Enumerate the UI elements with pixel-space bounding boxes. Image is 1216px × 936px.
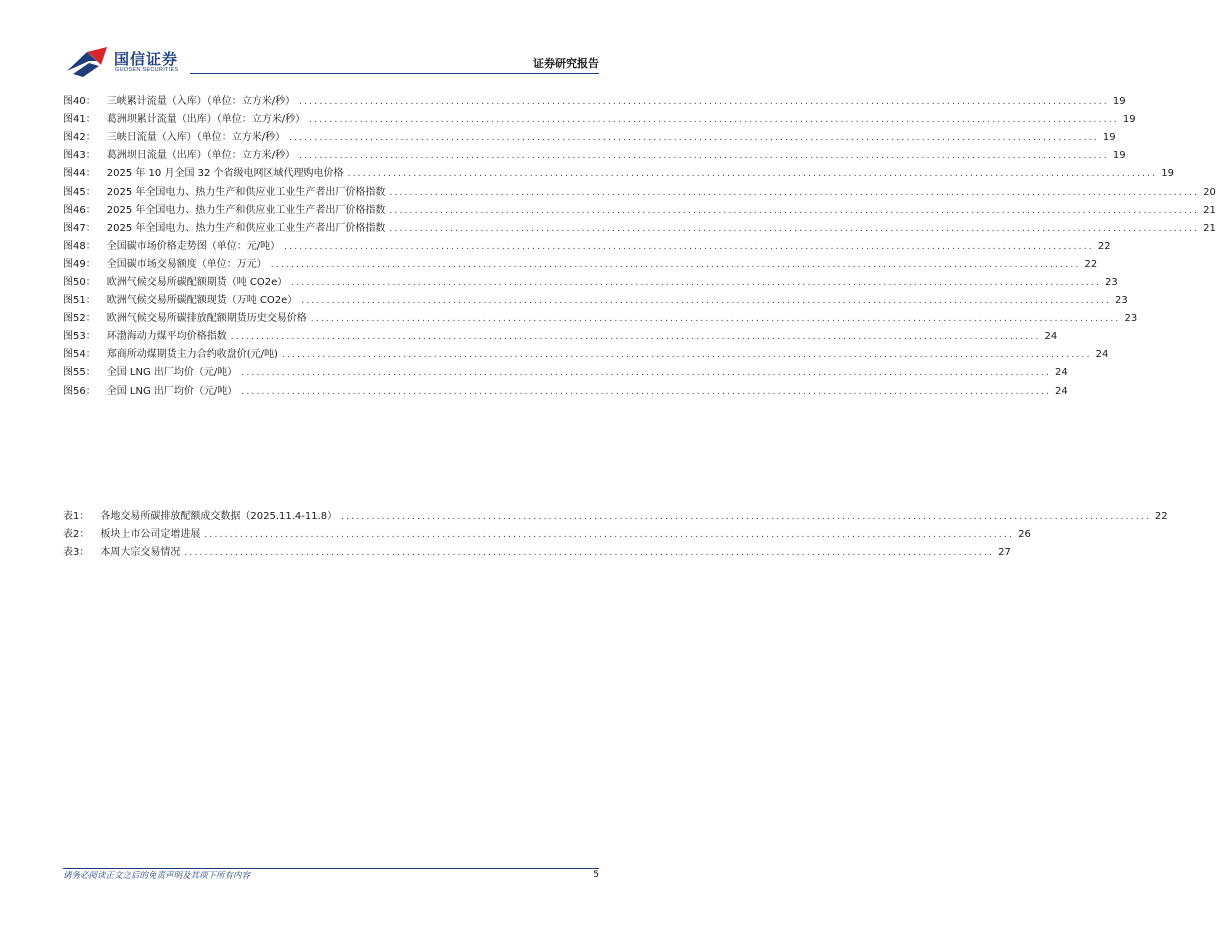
toc-entry-page: 19 bbox=[1102, 132, 1116, 144]
disclaimer-note: 请务必阅读正文之后的免责声明及其项下所有内容 bbox=[63, 871, 251, 881]
toc-entry-number: 表2： bbox=[63, 529, 90, 541]
company-logo bbox=[66, 46, 186, 78]
toc-entry[interactable] bbox=[63, 310, 1138, 328]
toc-entry[interactable] bbox=[63, 364, 1068, 382]
toc-entry-number: 图51： bbox=[63, 295, 96, 307]
table-index-list bbox=[63, 508, 1168, 562]
page-header bbox=[0, 0, 662, 80]
toc-entry-title: 板块上市公司定增进展 bbox=[100, 529, 201, 541]
toc-entry-title: 环渤海动力煤平均价格指数 bbox=[106, 331, 227, 343]
toc-entry[interactable] bbox=[63, 292, 1128, 310]
toc-entry-title: 葛洲坝日流量（出库）（单位：立方米/秒） bbox=[106, 150, 296, 162]
toc-entry-title: 郑商所动煤期货主力合约收盘价(元/吨) bbox=[106, 349, 278, 361]
toc-entry[interactable] bbox=[63, 256, 1098, 274]
toc-entry-number: 图50： bbox=[63, 276, 96, 288]
toc-entry-page: 19 bbox=[1112, 96, 1126, 108]
toc-entry-title: 三峡日流量（入库）（单位：立方米/秒） bbox=[106, 132, 286, 144]
toc-entry-title: 2025 年全国电力、热力生产和供应业工业生产者出厂价格指数 bbox=[106, 204, 386, 216]
toc-entry-number: 图44： bbox=[63, 168, 96, 180]
toc-leader-dots: ................................................................................................................................................................ bbox=[299, 151, 1109, 162]
toc-leader-dots: ................................................................................................................................................................ bbox=[241, 368, 1051, 379]
toc-entry-number: 图47： bbox=[63, 222, 96, 234]
toc-entry-number: 图43： bbox=[63, 150, 96, 162]
toc-entry-title: 2025 年全国电力、热力生产和供应业工业生产者出厂价格指数 bbox=[106, 222, 386, 234]
toc-leader-dots: ................................................................................................................................................................ bbox=[284, 241, 1094, 252]
toc-entry[interactable] bbox=[63, 383, 1068, 401]
toc-entry-title: 全国 LNG 出厂均价（元/吨） bbox=[106, 385, 238, 397]
toc-entry[interactable] bbox=[63, 220, 1216, 238]
toc-entry[interactable] bbox=[63, 526, 1031, 544]
toc-entry-title: 各地交易所碳排放配额成交数据（2025.11.4-11.8） bbox=[100, 511, 338, 523]
toc-entry-page: 20 bbox=[1203, 186, 1216, 198]
toc-entry-number: 图54： bbox=[63, 349, 96, 361]
toc-entry[interactable] bbox=[63, 183, 1216, 201]
toc-entry-page: 19 bbox=[1122, 114, 1136, 126]
toc-entry-page: 22 bbox=[1097, 240, 1111, 252]
toc-leader-dots: ................................................................................................................................................................ bbox=[301, 296, 1112, 307]
toc-entry-title: 2025 年 10 月全国 32 个省级电网区域代理购电价格 bbox=[106, 168, 344, 180]
toc-entry[interactable] bbox=[63, 274, 1118, 292]
toc-entry-number: 图42： bbox=[63, 132, 96, 144]
toc-entry[interactable] bbox=[63, 129, 1116, 147]
logo-english-name: GUOSEN SECURITIES bbox=[115, 67, 179, 73]
toc-entry-number: 图41： bbox=[63, 114, 96, 126]
toc-entry-page: 21 bbox=[1203, 204, 1216, 216]
toc-entry-page: 19 bbox=[1112, 150, 1126, 162]
toc-entry-page: 24 bbox=[1044, 331, 1058, 343]
logo-chinese-name: 国信证券 bbox=[114, 50, 179, 68]
toc-leader-dots: ................................................................................................................................................................ bbox=[270, 259, 1081, 270]
toc-entry-title: 欧洲气候交易所碳配额期货（吨 CO2e） bbox=[106, 276, 288, 288]
toc-entry-title: 葛洲坝累计流量（出库）（单位：立方米/秒） bbox=[106, 114, 306, 126]
toc-entry-page: 22 bbox=[1084, 258, 1098, 270]
toc-entry-page: 21 bbox=[1203, 222, 1216, 234]
toc-entry[interactable] bbox=[63, 111, 1136, 129]
toc-entry[interactable] bbox=[63, 328, 1058, 346]
toc-entry-title: 欧洲气候交易所碳配额现货（万吨 CO2e） bbox=[106, 295, 298, 307]
toc-entry-number: 图46： bbox=[63, 204, 96, 216]
toc-entry-number: 图56： bbox=[63, 385, 96, 397]
toc-leader-dots: ................................................................................................................................................................ bbox=[309, 115, 1119, 126]
page-number: 5 bbox=[593, 870, 599, 880]
toc-entry-page: 24 bbox=[1055, 367, 1068, 379]
toc-entry-title: 全国碳市场价格走势图（单位：元/吨） bbox=[106, 240, 281, 252]
toc-entry[interactable] bbox=[63, 238, 1111, 256]
toc-entry-page: 22 bbox=[1154, 511, 1168, 523]
report-type-label: 证券研究报告 bbox=[533, 57, 599, 70]
toc-leader-dots: ................................................................................................................................................................ bbox=[241, 386, 1051, 397]
toc-entry-title: 三峡累计流量（入库）（单位：立方米/秒） bbox=[106, 96, 296, 108]
toc-leader-dots: ................................................................................................................................................................ bbox=[389, 223, 1200, 234]
toc-entry-page: 27 bbox=[998, 547, 1011, 559]
toc-leader-dots: ................................................................................................................................................................ bbox=[291, 277, 1102, 288]
toc-entry-title: 2025 年全国电力、热力生产和供应业工业生产者出厂价格指数 bbox=[106, 186, 386, 198]
toc-entry-number: 图52： bbox=[63, 313, 96, 325]
toc-entry[interactable] bbox=[63, 93, 1126, 111]
header-divider bbox=[190, 73, 599, 74]
toc-entry-page: 23 bbox=[1115, 295, 1128, 307]
toc-leader-dots: ................................................................................................................................................................ bbox=[310, 314, 1121, 325]
toc-entry-page: 23 bbox=[1124, 313, 1138, 325]
toc-entry-page: 26 bbox=[1018, 529, 1031, 541]
toc-entry[interactable] bbox=[63, 147, 1126, 165]
toc-leader-dots: ................................................................................................................................................................ bbox=[281, 350, 1092, 361]
toc-entry-title: 欧洲气候交易所碳排放配额期货历史交易价格 bbox=[106, 313, 307, 325]
toc-entry-number: 图49： bbox=[63, 258, 96, 270]
toc-leader-dots: ................................................................................................................................................................ bbox=[230, 332, 1041, 343]
toc-entry-number: 图40： bbox=[63, 96, 96, 108]
toc-leader-dots: ................................................................................................................................................................ bbox=[347, 169, 1158, 180]
toc-entry[interactable] bbox=[63, 165, 1174, 183]
toc-entry-page: 24 bbox=[1055, 385, 1068, 397]
toc-entry[interactable] bbox=[63, 202, 1216, 220]
toc-leader-dots: ................................................................................................................................................................ bbox=[204, 530, 1015, 541]
toc-entry[interactable] bbox=[63, 346, 1109, 364]
toc-entry-title: 全国碳市场交易额度（单位：万元） bbox=[106, 258, 267, 270]
toc-leader-dots: ................................................................................................................................................................ bbox=[341, 512, 1151, 523]
toc-entry-number: 图53： bbox=[63, 331, 96, 343]
toc-leader-dots: ................................................................................................................................................................ bbox=[389, 187, 1200, 198]
toc-entry-title: 本周大宗交易情况 bbox=[100, 547, 181, 559]
toc-entry-page: 19 bbox=[1161, 168, 1174, 180]
toc-entry-number: 表3： bbox=[63, 547, 90, 559]
toc-entry[interactable] bbox=[63, 508, 1168, 526]
toc-leader-dots: ................................................................................................................................................................ bbox=[389, 205, 1200, 216]
toc-entry-number: 图55： bbox=[63, 367, 96, 379]
figure-index-list bbox=[63, 93, 1216, 401]
toc-leader-dots: ................................................................................................................................................................ bbox=[299, 97, 1109, 108]
toc-leader-dots: ................................................................................................................................................................ bbox=[289, 133, 1099, 144]
toc-entry-page: 23 bbox=[1105, 276, 1118, 288]
toc-entry-number: 表1： bbox=[63, 511, 90, 523]
toc-entry-title: 全国 LNG 出厂均价（元/吨） bbox=[106, 367, 238, 379]
toc-entry[interactable] bbox=[63, 544, 1011, 562]
toc-entry-page: 24 bbox=[1095, 349, 1109, 361]
toc-entry-number: 图45： bbox=[63, 186, 96, 198]
guosen-logo-icon bbox=[66, 46, 112, 78]
toc-entry-number: 图48： bbox=[63, 240, 96, 252]
toc-leader-dots: ................................................................................................................................................................ bbox=[184, 548, 995, 559]
